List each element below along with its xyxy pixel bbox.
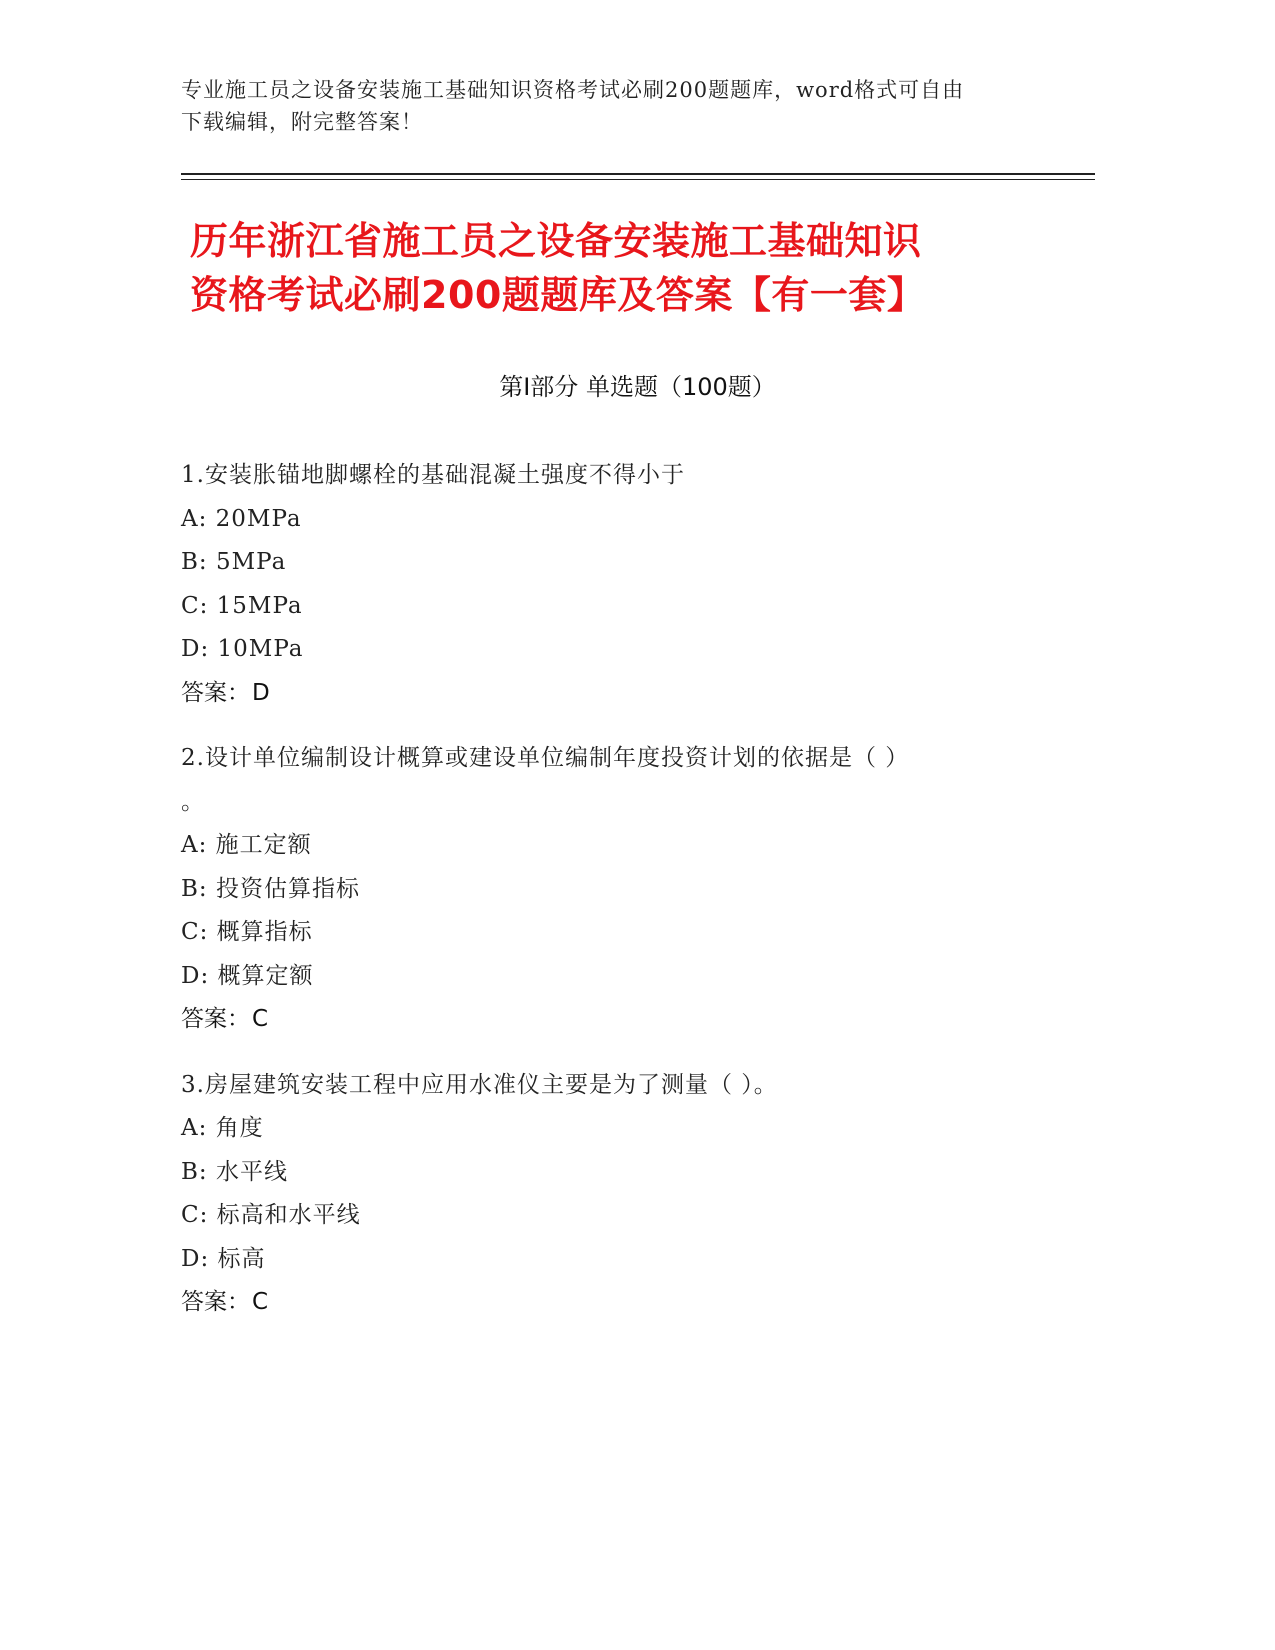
option-a: A: 角度 bbox=[181, 1115, 264, 1141]
document-title-line-1: 历年浙江省施工员之设备安装施工基础知识 bbox=[190, 219, 922, 263]
question-item bbox=[181, 1064, 1041, 1325]
question-stem: 1.安装胀锚地脚螺栓的基础混凝土强度不得小于 bbox=[181, 462, 685, 488]
option-b: B: 5MPa bbox=[181, 549, 287, 575]
header-divider-thick bbox=[181, 173, 1095, 175]
option-b: B: 水平线 bbox=[181, 1158, 288, 1185]
option-d: D: 标高 bbox=[181, 1245, 266, 1272]
option-c: C: 标高和水平线 bbox=[181, 1202, 361, 1228]
header-note-line-1: 专业施工员之设备安装施工基础知识资格考试必刷200题题库，word格式可自由 bbox=[181, 78, 965, 102]
question-list bbox=[181, 454, 1041, 1347]
question-item bbox=[181, 737, 1041, 1042]
option-d: D: 概算定额 bbox=[181, 962, 314, 989]
option-d: D: 10MPa bbox=[181, 636, 304, 662]
document-title bbox=[190, 214, 1050, 322]
option-a: A: 20MPa bbox=[181, 505, 302, 532]
question-stem-continuation: 。 bbox=[181, 788, 205, 815]
answer-line bbox=[181, 1281, 1041, 1325]
answer-label: 答案： bbox=[181, 1289, 250, 1315]
answer-label: 答案： bbox=[181, 679, 250, 706]
document-title-line-2: 资格考试必刷200题题库及答案【有一套】 bbox=[190, 273, 926, 317]
option-c: C: 概算指标 bbox=[181, 919, 313, 945]
section-heading: 第Ⅰ部分 单选题（100题） bbox=[499, 373, 776, 401]
option-b: B: 投资估算指标 bbox=[181, 875, 360, 902]
header-note-line-2: 下载编辑，附完整答案！ bbox=[181, 110, 423, 134]
question-stem: 2.设计单位编制设计概算或建设单位编制年度投资计划的依据是（ ） bbox=[181, 745, 910, 771]
answer-value: D bbox=[252, 679, 270, 706]
option-a: A: 施工定额 bbox=[181, 832, 312, 858]
header-note bbox=[181, 74, 1041, 138]
answer-value: C bbox=[252, 1006, 269, 1032]
answer-line bbox=[181, 998, 1041, 1042]
question-stem: 3.房屋建筑安装工程中应用水准仪主要是为了测量（ ）。 bbox=[181, 1071, 778, 1098]
answer-line bbox=[181, 672, 1041, 716]
header-divider-thin bbox=[181, 179, 1095, 180]
answer-value: C bbox=[252, 1289, 269, 1315]
question-item bbox=[181, 454, 1041, 715]
answer-label: 答案： bbox=[181, 1006, 250, 1032]
option-c: C: 15MPa bbox=[181, 592, 303, 619]
